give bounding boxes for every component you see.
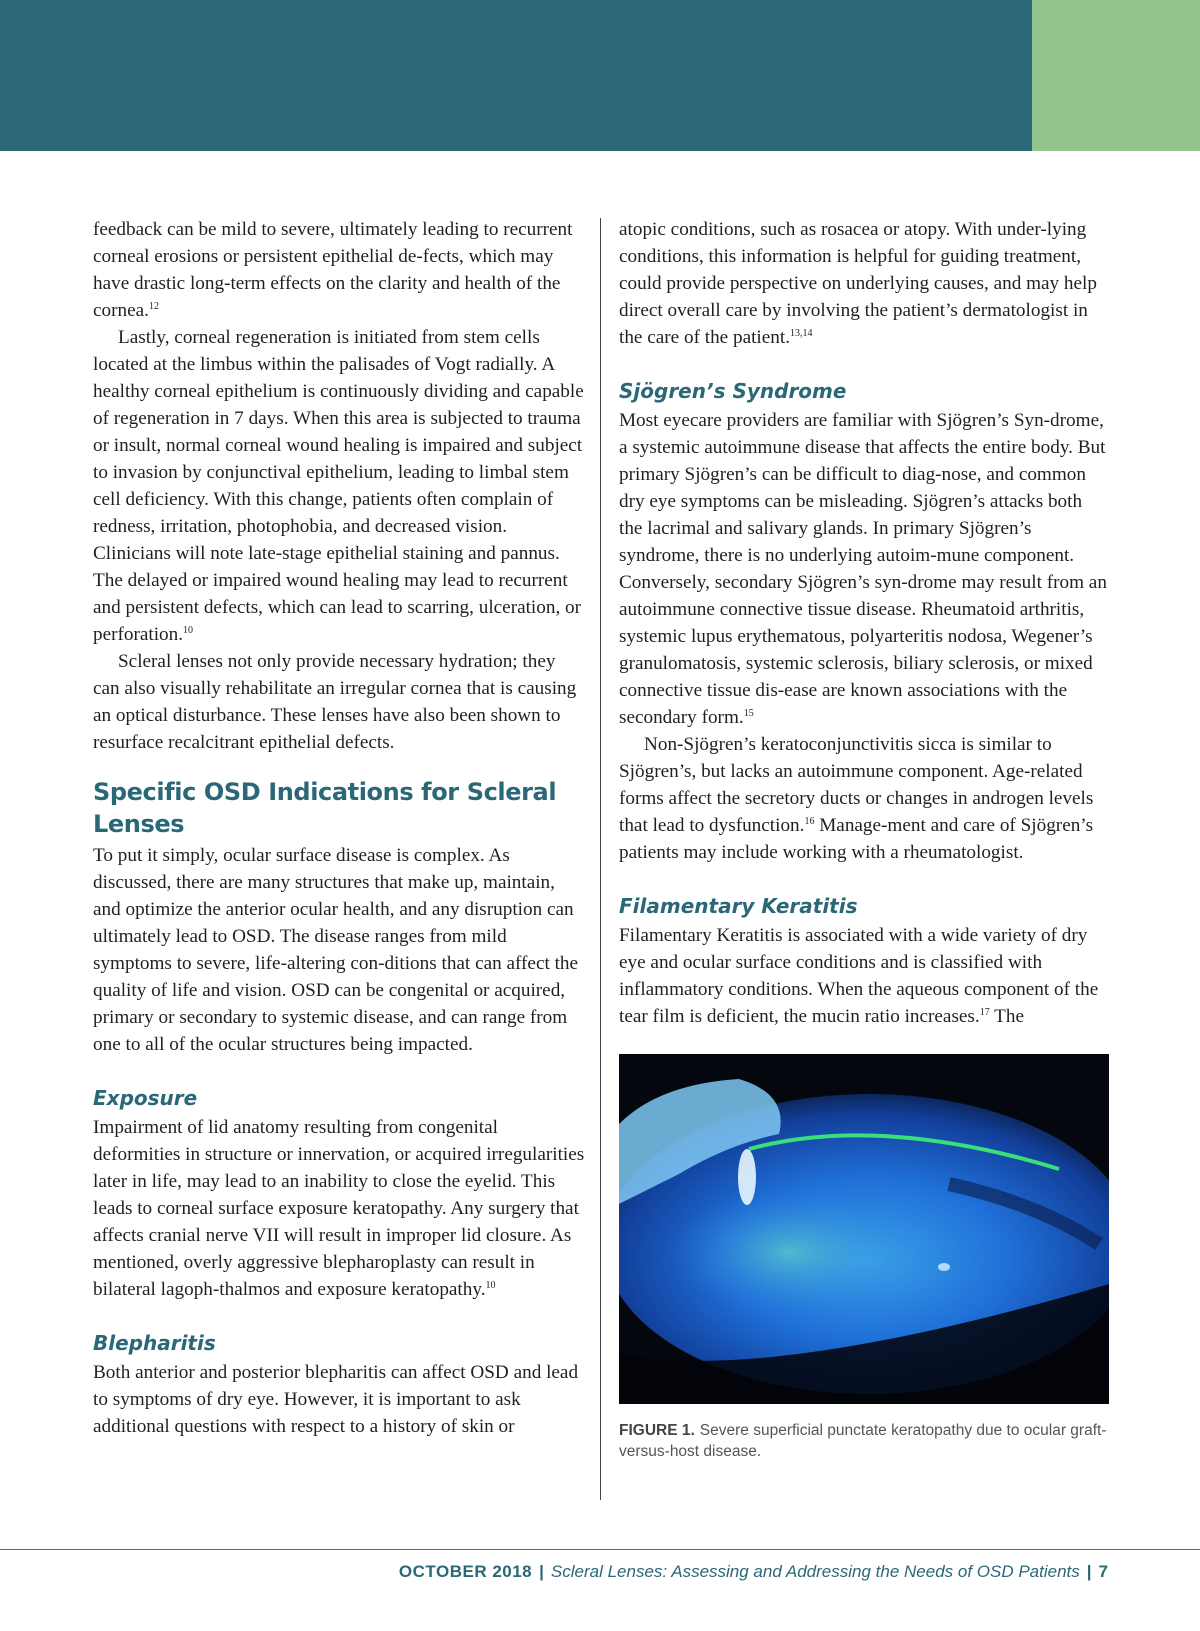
- footer-publication-title: Scleral Lenses: Assessing and Addressing the Needs of OSD Patients: [550, 1562, 1080, 1581]
- section-heading: Specific OSD Indications for Scleral Lenses: [93, 778, 557, 838]
- footer-separator: |: [1086, 1562, 1092, 1581]
- subsection-heading: Blepharitis: [93, 1331, 216, 1355]
- paragraph: Most eyecare providers are familiar with Sjögren’s Syn-drome, a systemic autoimmune disease that affects the entire body. But primary Sjögren’s can be difficult to diag-nose, and common dry eye symptoms can be misleading. Sjögren’s attacks both the lacrimal and salivary glands. In primary Sjögren’s syndrome, there is no underlying autoim-mune component. Conversely, secondary Sjögren’s syn-drome may result from an autoimmune connective tissue disease. Rheumatoid arthritis, systemic lupus erythematous, polyarteritis nodosa, Wegener’s granulomatosis, systemic sclerosis, biliary sclerosis, or mixed connective tissue dis-ease are known associations with the secondary form.$^{15}$: [619, 410, 1107, 728]
- page-number: 7: [1098, 1562, 1108, 1581]
- footer-separator: |: [539, 1562, 544, 1581]
- reference: 16: [804, 816, 815, 827]
- footer-rule: [0, 1549, 1200, 1550]
- eye-photo-illustration: [619, 1054, 1109, 1404]
- reference: 17: [979, 1007, 990, 1018]
- paragraph: feedback can be mild to severe, ultimately leading to recurrent corneal erosions or persistent epithelial de-fects, which may have drastic long-term effects on the clarity and health of the cornea.$^{12}$: [93, 219, 573, 321]
- paragraph: Non-Sjögren’s keratoconjunctivitis sicca is similar to Sjögren’s, but lacks an autoimmune component. Age-related forms affect the secretory ducts or changes in androgen levels that lead to dysfunction.$^{16}$ Manage-ment and care of Sjögren’s patients may include working with a rheumatologist.: [619, 734, 1094, 863]
- paragraph: Scleral lenses not only provide necessary hydration; they can also visually rehabilitate an irregular cornea that is causing an optical disturbance. These lenses have also been shown to resurface recalcitrant epithelial defects.: [93, 651, 577, 753]
- reference: 10: [485, 1280, 496, 1291]
- figure-eye-photo: [619, 1054, 1109, 1404]
- figure-label: FIGURE 1.: [619, 1422, 695, 1439]
- paragraph: atopic conditions, such as rosacea or atopy. With under-lying conditions, this information is helpful for guiding treatment, could provide perspective on underlying causes, and may help direct overall care by involving the patient’s dermatologist in the care of the patient.$^{13,14}$: [619, 219, 1097, 348]
- figure-caption: [619, 1420, 1109, 1462]
- footer-issue-date: OCTOBER 2018: [398, 1562, 533, 1581]
- left-column: [93, 216, 586, 1440]
- reference: 10: [183, 625, 194, 636]
- column-divider: [600, 218, 601, 1500]
- page-footer: [399, 1562, 1108, 1582]
- paragraph: To put it simply, ocular surface disease is complex. As discussed, there are many structures that make up, maintain, and optimize the anterior ocular health, and any disruption can ultimately lead to OSD. The disease ranges from mild symptoms to severe, life-altering con-ditions that can affect the quality of life and vision. OSD can be congenital or acquired, primary or secondary to systemic disease, and can range from one to all of the ocular structures being impacted.: [93, 845, 579, 1055]
- paragraph: Lastly, corneal regeneration is initiated from stem cells located at the limbus within the palisades of Vogt radially. A healthy corneal epithelium is continuously dividing and capable of regeneration in 7 days. When this area is subjected to trauma or insult, normal corneal wound healing is impaired and subject to invasion by conjunctival epithelium, leading to limbal stem cell deficiency. With this change, patients often complain of redness, irritation, photophobia, and decreased vision. Clinicians will note late-stage epithelial staining and pannus. The delayed or impaired wound healing may lead to recurrent and persistent defects, which can lead to scarring, ulceration, or perforation.$^{10}$: [93, 327, 584, 645]
- paragraph: Filamentary Keratitis is associated with a wide variety of dry eye and ocular surface conditions and is classified with inflammatory conditions. When the aqueous component of the tear film is deficient, the mucin ratio increases.$^{17}$ The: [619, 925, 1099, 1027]
- paragraph: Both anterior and posterior blepharitis can affect OSD and lead to symptoms of dry eye. However, it is important to ask additional questions with respect to a history of skin or: [93, 1362, 579, 1437]
- reference: 12: [148, 301, 159, 312]
- right-column: [619, 216, 1109, 1462]
- paragraph: Impairment of lid anatomy resulting from congenital deformities in structure or innervation, or acquired irregularities later in life, may lead to an inability to close the eyelid. This leads to corneal surface exposure keratopathy. Any surgery that affects cranial nerve VII will result in improper lid closure. As mentioned, overly aggressive blepharoplasty can result in bilateral lagoph-thalmos and exposure keratopathy.$^{10}$: [93, 1117, 585, 1300]
- subsection-heading: Filamentary Keratitis: [619, 894, 858, 918]
- header-band: [0, 0, 1032, 151]
- reference: 13,14: [790, 328, 813, 339]
- figure-caption-text: Severe superficial punctate keratopathy due to ocular graft-versus-host disease.: [619, 1422, 1107, 1460]
- subsection-heading: Sjögren’s Syndrome: [619, 379, 847, 403]
- subsection-heading: Exposure: [93, 1086, 198, 1110]
- reference: 15: [743, 708, 754, 719]
- header-accent-block: [1032, 0, 1200, 151]
